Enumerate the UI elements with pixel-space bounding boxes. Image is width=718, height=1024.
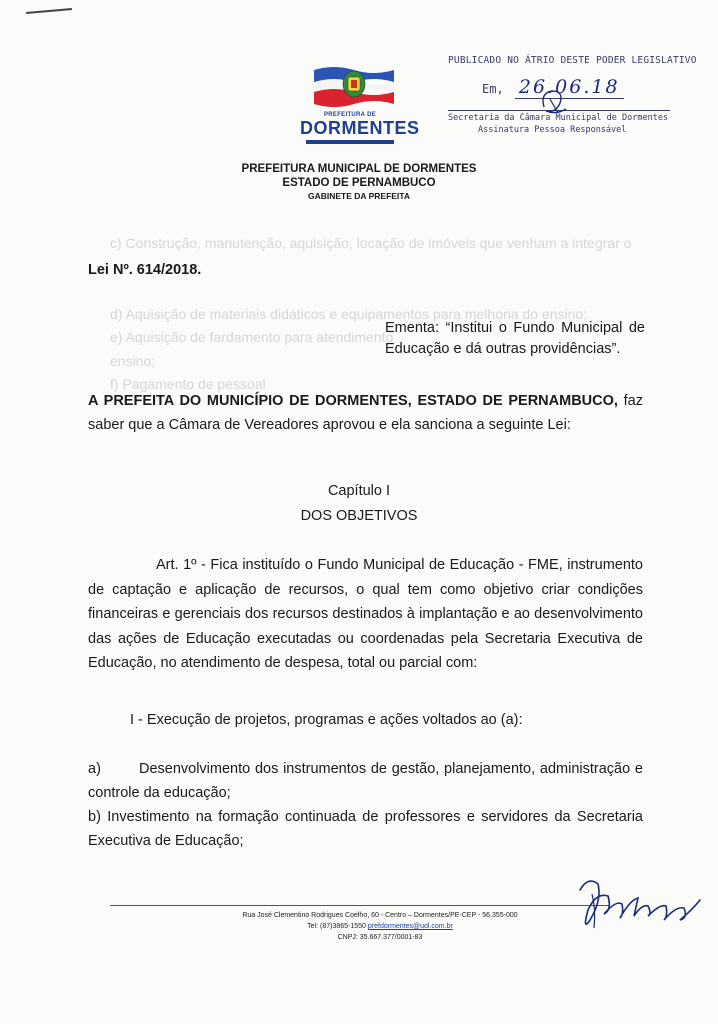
- item-a-label: a): [88, 761, 101, 777]
- footer-tel: Tel: (87)3865-1550: [307, 923, 368, 930]
- footer-contact: [140, 921, 620, 932]
- letterhead: [0, 162, 718, 202]
- law-number: Lei Nº. 614/2018.: [88, 262, 202, 278]
- footer-cnpj: CNPJ: 35.667.377/0001-83: [337, 934, 423, 941]
- chapter-title: DOS OBJETIVOS: [300, 508, 418, 524]
- footer-email-link[interactable]: prefdormentes@uol.com.br: [367, 923, 453, 930]
- header-line-3: GABINETE DA PREFEITA: [307, 191, 410, 201]
- header-line-2: ESTADO DE PERNAMBUCO: [282, 177, 436, 189]
- item-i: I - Execução de projetos, programas e ações voltados ao (a):: [130, 712, 523, 728]
- chapter-number: Capítulo I: [327, 483, 391, 499]
- preamble-rest: faz saber que a Câmara de Vereadores aprovou e ela sanciona a seguinte Lei:: [88, 393, 644, 433]
- prefeitura-logo: [300, 58, 420, 148]
- item-b: b) Investimento na formação continuada de professores e servidores da Secretaria Executiva de Educação;: [88, 809, 643, 849]
- article-1: Art. 1º - Fica instituído o Fundo Municipal de Educação - FME, instrumento de captação e aplicação de recursos, o qual tem como objetivo criar condições financeiras e gerenciais dos recursos destinados à implantação e ao desenvolvimento das ações de Educação executadas ou coordenadas pela Secretaria Executiva de Educação, no atendimento de despesa, total ou parcial com:: [88, 557, 643, 671]
- preamble: [88, 389, 643, 437]
- preamble-authority: A PREFEITA DO MUNICÍPIO DE DORMENTES, ESTADO DE PERNAMBUCO,: [88, 393, 618, 409]
- footer: [140, 910, 620, 943]
- stamp-assinatura: Assinatura Pessoa Responsável: [478, 125, 627, 135]
- item-a-text: Desenvolvimento dos instrumentos de gestão, planejamento, administração e controle da educação;: [88, 761, 643, 801]
- stamp-initials-icon: [536, 85, 572, 119]
- ementa: Ementa: “Institui o Fundo Municipal de Educação e dá outras providências”.: [385, 320, 645, 357]
- flag-icon: [310, 62, 398, 112]
- handwritten-signature-icon: [568, 870, 708, 940]
- logo-wordmark: DORMENTES: [300, 118, 420, 138]
- stamp-title: PUBLICADO NO ÁTRIO DESTE PODER LEGISLATIVO: [448, 55, 697, 66]
- pen-mark: [26, 8, 72, 14]
- stamp-date-row: [482, 76, 698, 98]
- item-a: [88, 757, 643, 805]
- footer-address: Rua José Clementino Rodrigues Coelho, 60 - Centro – Dormentes/PE-CEP - 56.355-000: [242, 912, 518, 919]
- footer-divider: [110, 905, 610, 906]
- stamp-secretaria: Secretaria da Câmara Municipal de Dormentes: [448, 113, 669, 123]
- bleed-through-text: c) Construção, manutenção, aquisição, locação de imóveis que venham a integrar o d) Aquisição de materiais didáticos e equipamentos para melhoria do ensino; e) Aquisição de fardamento para atendimento ensino; f) Pagamento de pessoal: [110, 235, 632, 392]
- stamp-date: 26.06.18: [515, 76, 624, 99]
- header-line-1: PREFEITURA MUNICIPAL DE DORMENTES: [241, 163, 477, 175]
- logo-underline: [306, 140, 394, 144]
- publication-stamp: [448, 55, 698, 135]
- stamp-em-label: Em,: [482, 82, 504, 96]
- logo-subtitle: PREFEITURA DE: [323, 112, 376, 118]
